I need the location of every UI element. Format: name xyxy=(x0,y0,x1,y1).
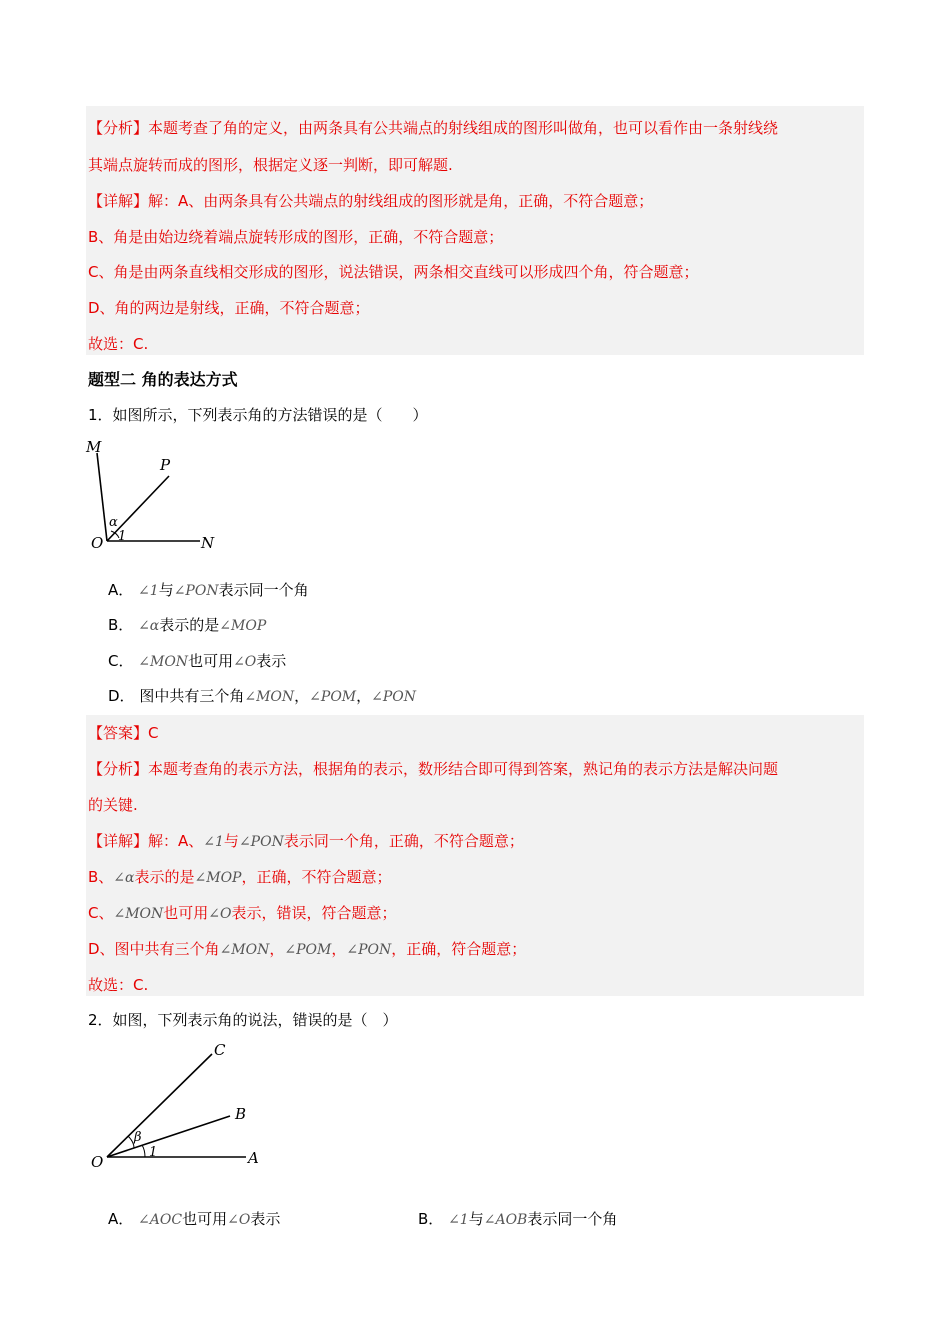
detail-text: B、 xyxy=(88,868,114,886)
math-angle: ∠AOC xyxy=(138,1212,183,1228)
detail-text: ，正确，不符合题意； xyxy=(241,868,392,886)
label-p: P xyxy=(160,456,171,474)
math-angle: ∠MOP xyxy=(219,618,267,634)
answer-tag: 【答案】 xyxy=(88,724,149,742)
detail-tag: 【详解】 xyxy=(88,832,149,850)
math-angle: ∠PON xyxy=(173,583,219,599)
detail-line-a xyxy=(88,191,653,211)
detail-text: 与 xyxy=(223,832,239,850)
detail-tag: 【详解】 xyxy=(88,192,149,210)
detail-line-b xyxy=(88,867,391,888)
label-one: 1 xyxy=(149,1145,158,1160)
option-text: 表示 xyxy=(256,652,287,670)
question-1-stem: 1．如图所示，下列表示角的方法错误的是（ ） xyxy=(88,406,428,424)
math-angle: ∠PON xyxy=(371,689,417,705)
math-angle: ∠1 xyxy=(448,1212,469,1228)
label-b: B xyxy=(235,1105,247,1123)
label-o: O xyxy=(91,1153,104,1171)
analysis-line-2: 的关键. xyxy=(88,796,138,814)
option-text: 也可用 xyxy=(188,652,234,670)
math-angle: ∠1 xyxy=(138,583,159,599)
detail-text: 表示的是 xyxy=(134,868,195,886)
analysis-line-1 xyxy=(88,759,778,779)
label-n: N xyxy=(201,534,215,552)
option-text: 图中共有三个角 xyxy=(139,687,245,705)
detail-text: ，正确，符合题意； xyxy=(391,940,527,958)
detail-text: D、图中共有三个角 xyxy=(88,940,220,958)
option-prefix: B． xyxy=(418,1210,444,1228)
math-angle: ∠PON xyxy=(238,834,284,850)
math-angle: ∠O xyxy=(208,906,232,922)
math-angle: ∠O xyxy=(233,654,257,670)
separator: ， xyxy=(331,940,347,958)
answer-value: C xyxy=(148,724,159,742)
option-text: 也可用 xyxy=(182,1210,228,1228)
option-prefix: C． xyxy=(108,652,134,670)
detail-text: 表示，错误，符合题意； xyxy=(231,904,397,922)
detail-line-b: B、角是由始边绕着端点旋转形成的图形，正确，不符合题意； xyxy=(88,228,504,246)
separator: ， xyxy=(294,687,310,705)
detail-line-a xyxy=(88,831,524,852)
option-text: 表示 xyxy=(250,1210,281,1228)
math-angle: ∠PON xyxy=(346,942,392,958)
label-one: 1 xyxy=(118,529,127,544)
detail-text: 解：A、 xyxy=(148,832,204,850)
analysis-line-1 xyxy=(88,118,778,138)
detail-text: 解：A、由两条具有公共端点的射线组成的图形就是角，正确，不符合题意； xyxy=(148,192,654,210)
answer-line xyxy=(88,723,159,743)
analysis-tag: 【分析】 xyxy=(88,119,149,137)
q1-option-a xyxy=(108,580,309,601)
detail-line-c xyxy=(88,903,397,924)
option-prefix: D． xyxy=(108,687,135,705)
math-angle: ∠α xyxy=(138,618,160,634)
label-c: C xyxy=(214,1041,226,1059)
option-prefix: A． xyxy=(108,581,134,599)
math-angle: ∠MON xyxy=(244,689,295,705)
detail-line-d xyxy=(88,939,526,960)
analysis-tag: 【分析】 xyxy=(88,760,149,778)
math-angle: ∠O xyxy=(227,1212,251,1228)
detail-line-d: D、角的两边是射线，正确，不符合题意； xyxy=(88,299,370,317)
label-beta: β xyxy=(134,1130,142,1145)
q1-option-c xyxy=(108,651,286,672)
conclusion: 故选：C. xyxy=(88,976,149,994)
question-1-figure xyxy=(80,430,230,560)
q2-option-a xyxy=(108,1209,280,1230)
analysis-text: 本题考查了角的定义，由两条具有公共端点的射线组成的图形叫做角，也可以看作由一条射线绕 xyxy=(148,119,779,137)
math-angle: ∠MOP xyxy=(194,870,242,886)
q1-option-b xyxy=(108,615,266,636)
option-text: 表示同一个角 xyxy=(527,1210,618,1228)
option-prefix: B． xyxy=(108,616,134,634)
conclusion: 故选：C. xyxy=(88,335,149,353)
section-title: 题型二 角的表达方式 xyxy=(88,370,238,389)
math-angle: ∠MON xyxy=(113,906,164,922)
analysis-line-2: 其端点旋转而成的图形，根据定义逐一判断，即可解题. xyxy=(88,156,453,174)
label-alpha: α xyxy=(109,515,118,530)
detail-text: 表示同一个角，正确，不符合题意； xyxy=(283,832,524,850)
option-text: 表示同一个角 xyxy=(218,581,309,599)
option-text: 与 xyxy=(468,1210,484,1228)
math-angle: ∠α xyxy=(113,870,135,886)
detail-text: 也可用 xyxy=(163,904,209,922)
detail-text: C、 xyxy=(88,904,114,922)
math-angle: ∠MON xyxy=(219,942,270,958)
detail-line-c: C、角是由两条直线相交形成的图形，说法错误，两条相交直线可以形成四个角，符合题意； xyxy=(88,263,699,281)
analysis-text: 本题考查角的表示方法，根据角的表示，数形结合即可得到答案，熟记角的表示方法是解决问题 xyxy=(148,760,779,778)
label-o: O xyxy=(91,534,104,552)
q1-option-d xyxy=(108,686,416,707)
question-2-stem: 2．如图，下列表示角的说法，错误的是（ ） xyxy=(88,1011,398,1029)
math-angle: ∠POM xyxy=(309,689,357,705)
label-a: A xyxy=(248,1149,259,1167)
math-angle: ∠MON xyxy=(138,654,189,670)
label-m: M xyxy=(86,438,102,456)
option-text: 与 xyxy=(158,581,174,599)
math-angle: ∠POM xyxy=(284,942,332,958)
option-prefix: A． xyxy=(108,1210,134,1228)
question-2-figure xyxy=(80,1035,280,1175)
math-angle: ∠AOB xyxy=(483,1212,528,1228)
q2-option-b xyxy=(418,1209,617,1230)
math-angle: ∠1 xyxy=(203,834,224,850)
separator: ， xyxy=(269,940,285,958)
separator: ， xyxy=(356,687,372,705)
option-text: 表示的是 xyxy=(159,616,220,634)
